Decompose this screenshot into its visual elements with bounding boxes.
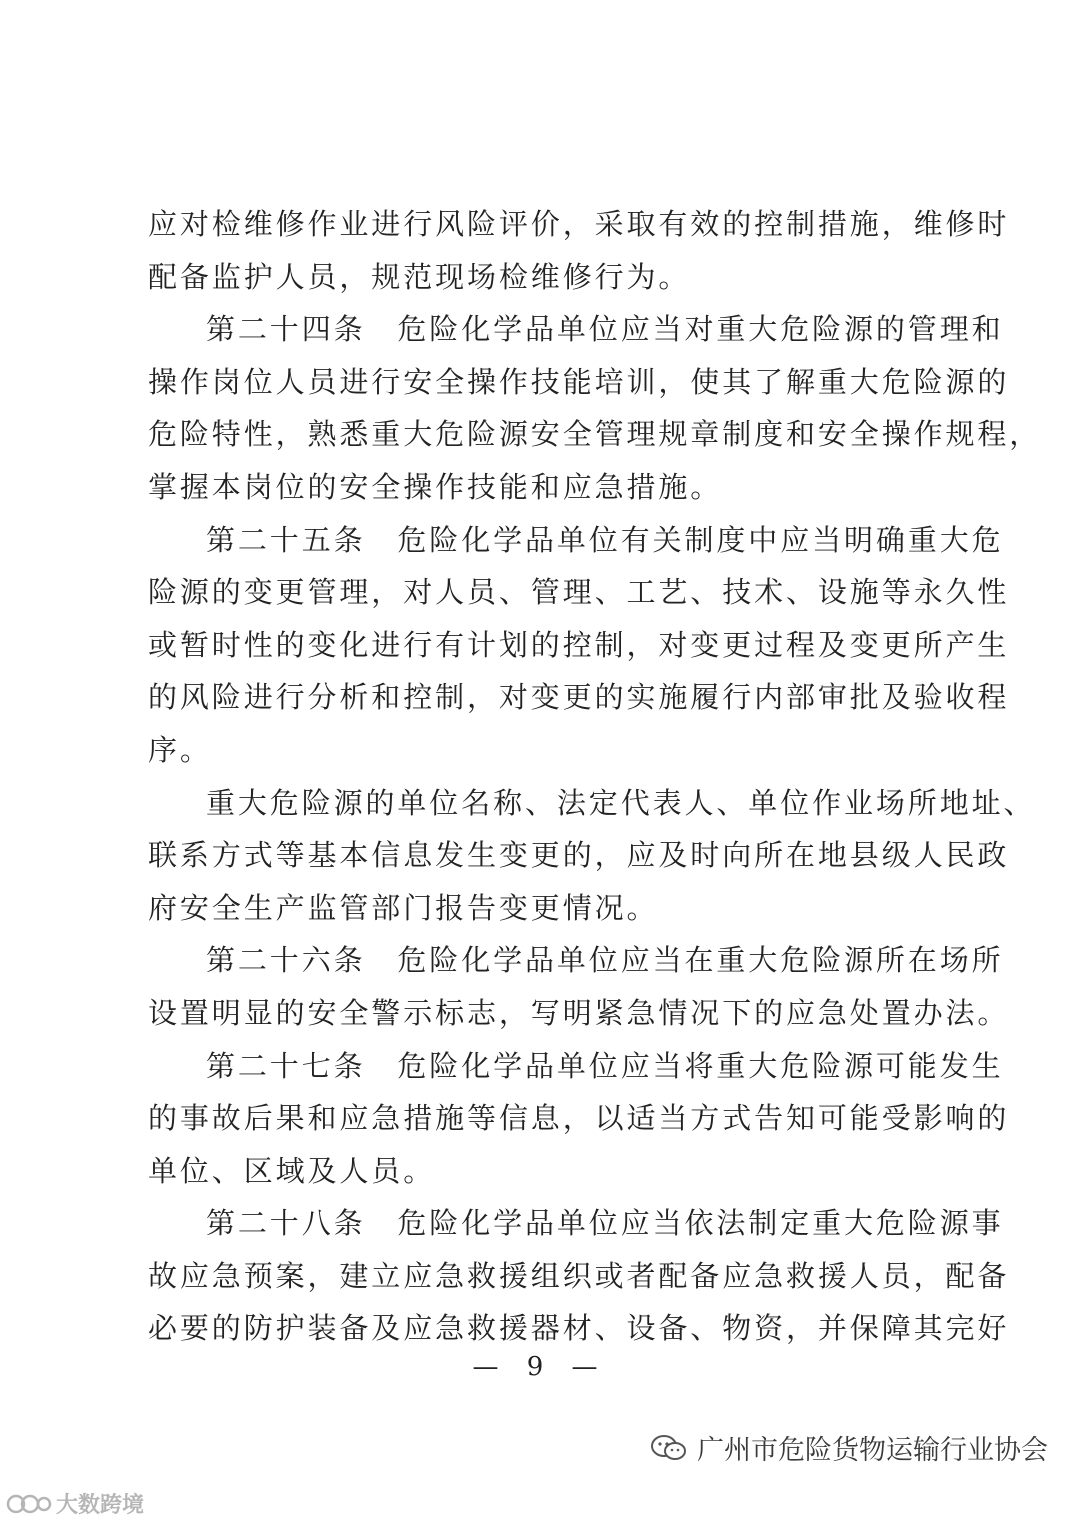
text-line: 设置明显的安全警示标志，写明紧急情况下的应急处置办法。: [148, 995, 1010, 1030]
wechat-icon: [649, 1433, 689, 1463]
text-line: 联系方式等基本信息发生变更的，应及时向所在地县级人民政: [148, 838, 1010, 873]
text-line: 第二十七条 危险化学品单位应当将重大危险源可能发生: [206, 1048, 1004, 1083]
text-line: 第二十四条 危险化学品单位应当对重大危险源的管理和: [206, 312, 1004, 347]
text-line: 第二十八条 危险化学品单位应当依法制定重大危险源事: [206, 1206, 1004, 1241]
text-line: 府安全生产监管部门报告变更情况。: [148, 890, 659, 925]
wechat-account-name: 广州市危险货物运输行业协会: [697, 1435, 1048, 1466]
text-line: 序。: [148, 732, 212, 767]
text-line: 操作岗位人员进行安全操作技能培训，使其了解重大危险源的: [148, 364, 1010, 399]
text-line: 第二十六条 危险化学品单位应当在重大危险源所在场所: [206, 943, 1004, 978]
text-line: 或暂时性的变化进行有计划的控制，对变更过程及变更所产生: [148, 627, 1010, 662]
watermark-text: 大数跨境: [56, 1493, 145, 1518]
body-text: [148, 198, 1042, 1355]
text-line: 单位、区域及人员。: [148, 1153, 436, 1188]
text-line: 重大危险源的单位名称、法定代表人、单位作业场所地址、: [206, 785, 1036, 820]
text-line: 故应急预案，建立应急救援组织或者配备应急救援人员，配备: [148, 1258, 1010, 1293]
text-line: 应对检维修作业进行风险评价，采取有效的控制措施，维修时: [148, 207, 1010, 241]
text-line: 配备监护人员，规范现场检维修行为。: [148, 259, 691, 294]
watermark: [6, 1488, 144, 1519]
text-line: 必要的防护装备及应急救援器材、设备、物资，并保障其完好: [148, 1311, 1010, 1346]
wechat-account-footer: [649, 1428, 1048, 1467]
text-line: 掌握本岗位的安全操作技能和应急措施。: [148, 469, 723, 504]
watermark-logo-icon: [6, 1492, 52, 1516]
text-line: 险源的变更管理，对人员、管理、工艺、技术、设施等永久性: [148, 575, 1010, 610]
text-line: 的风险进行分析和控制，对变更的实施履行内部审批及验收程: [148, 680, 1010, 715]
page-number: — 9 —: [472, 1352, 608, 1382]
text-line: 的事故后果和应急措施等信息，以适当方式告知可能受影响的: [148, 1101, 1010, 1136]
text-line: 危险特性，熟悉重大危险源安全管理规章制度和安全操作规程，: [148, 417, 1042, 452]
text-line: 第二十五条 危险化学品单位有关制度中应当明确重大危: [206, 522, 1004, 557]
